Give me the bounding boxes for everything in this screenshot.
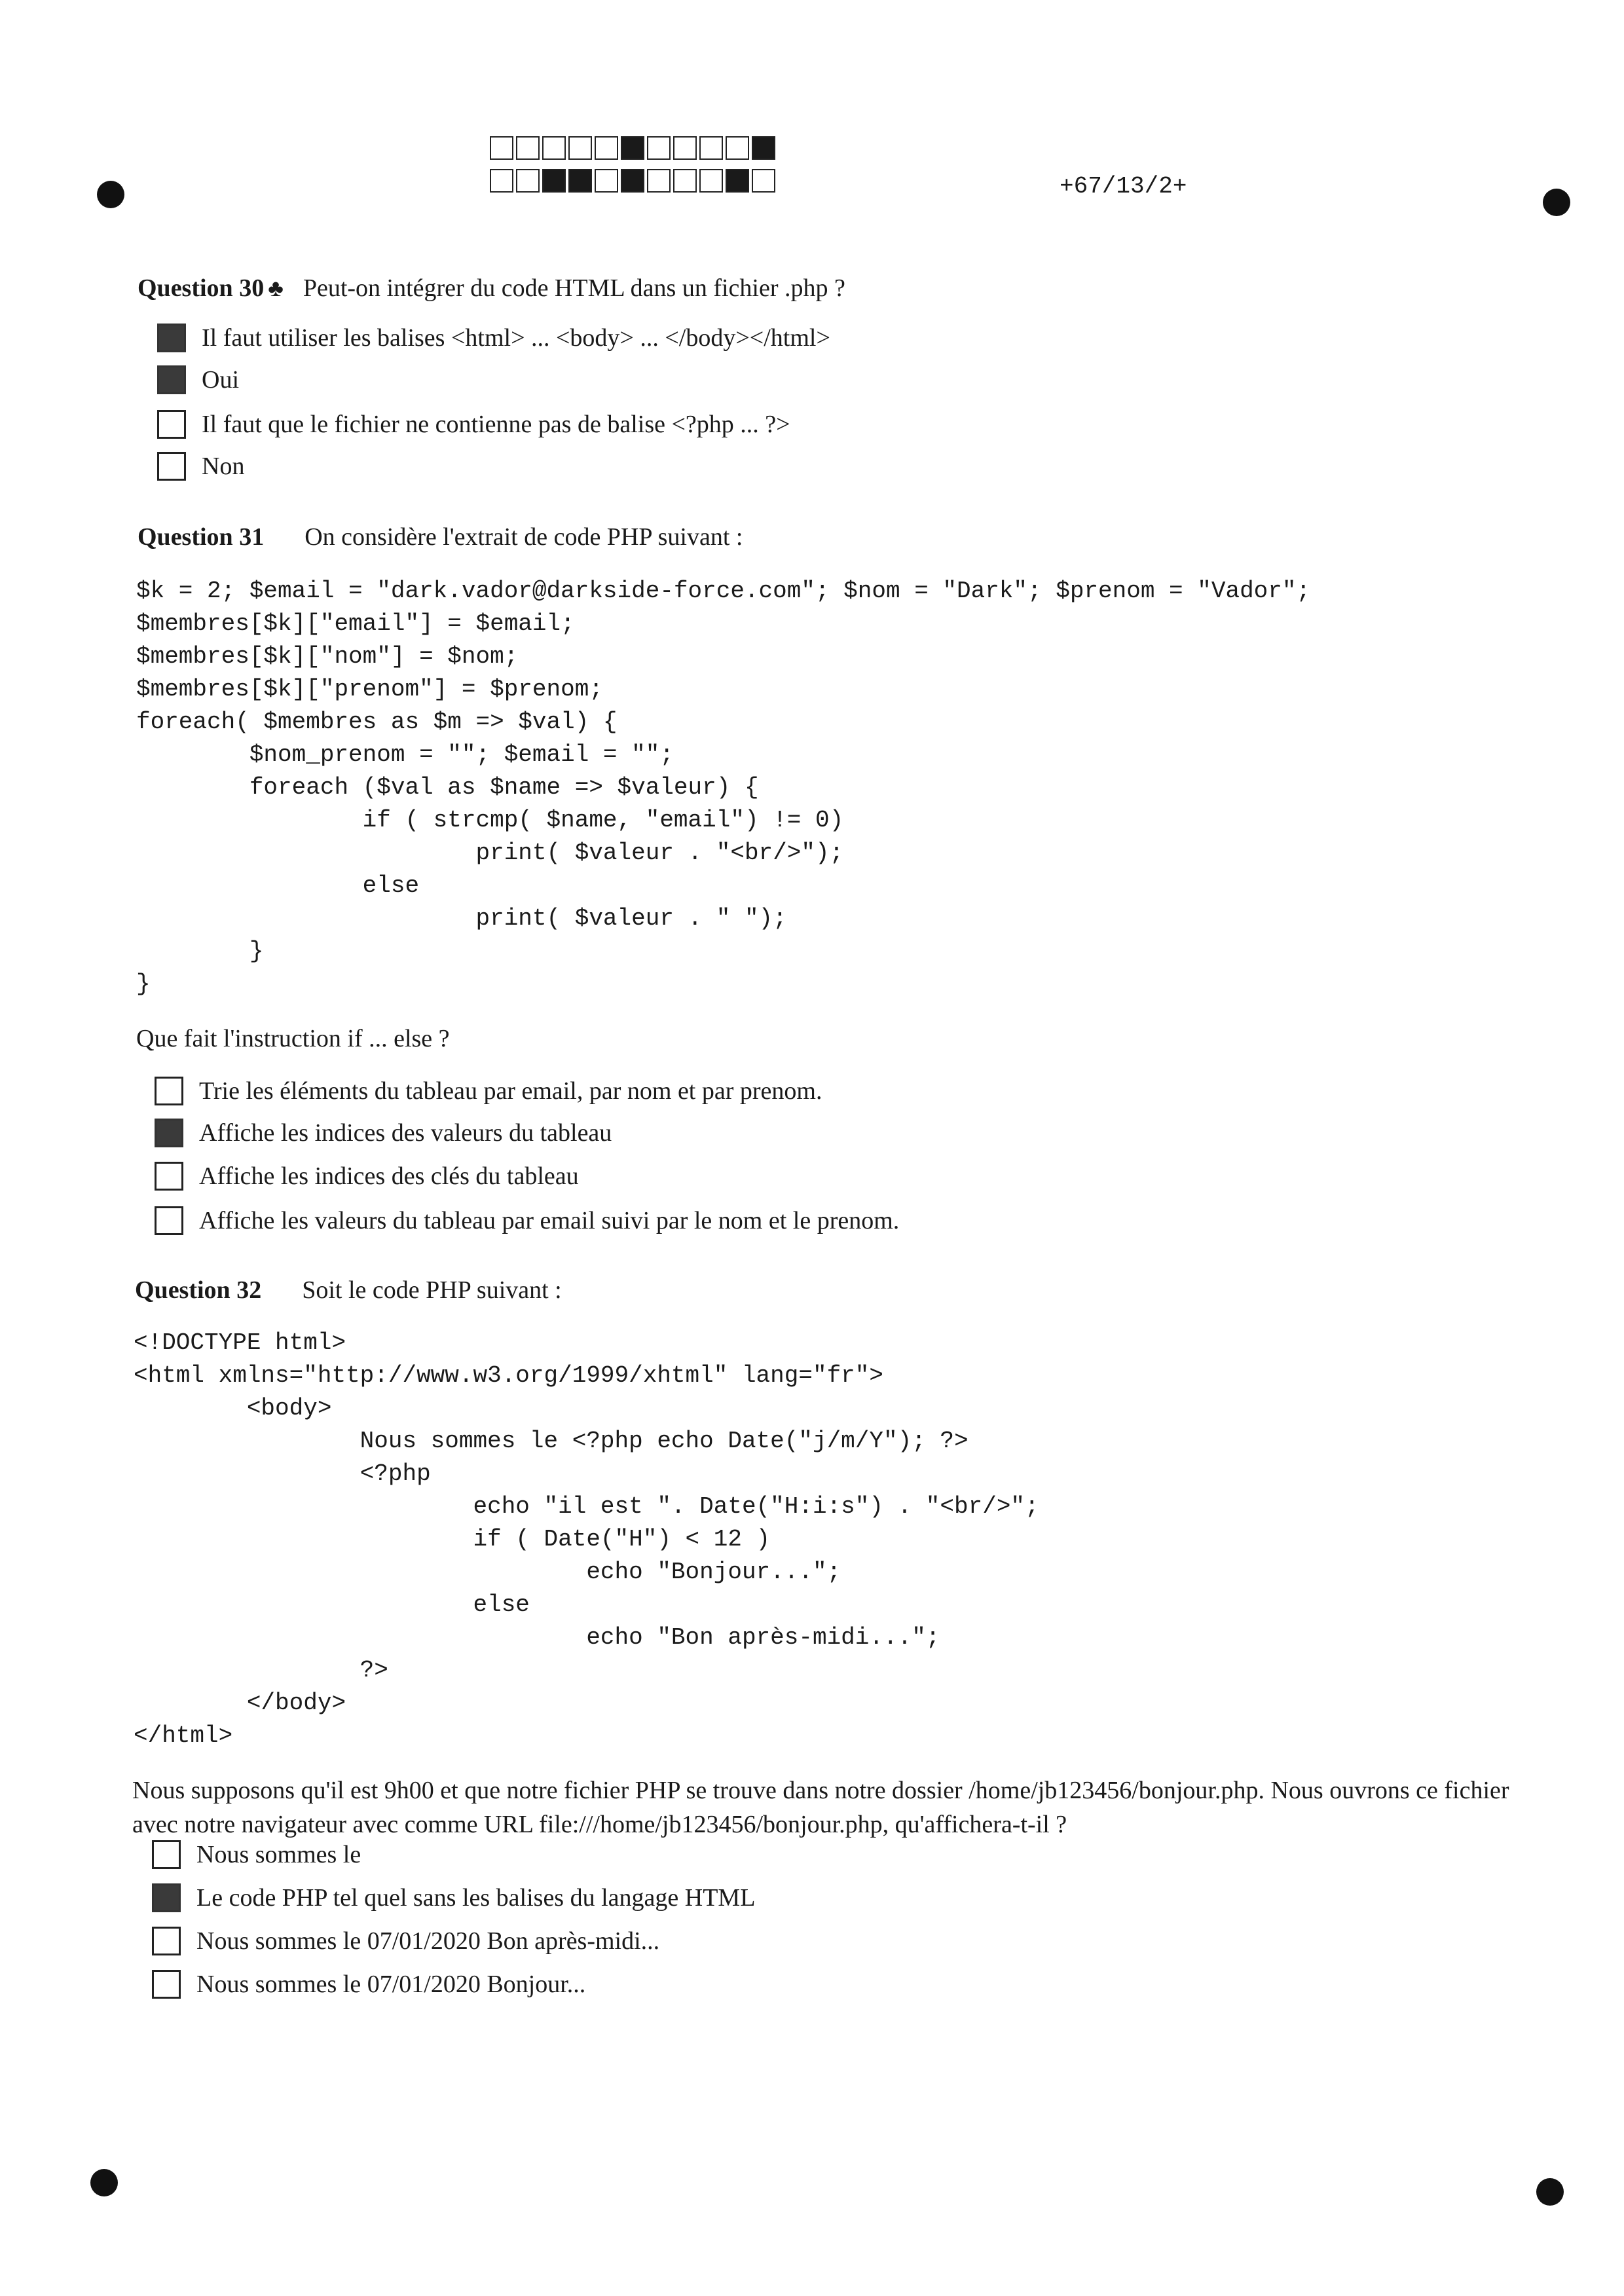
q30-header <box>138 274 845 303</box>
id-box-cell <box>726 169 749 193</box>
checkbox[interactable] <box>157 452 186 481</box>
id-box-cell <box>516 169 540 193</box>
checked-checkbox[interactable] <box>157 324 186 352</box>
id-box-cell <box>568 136 592 160</box>
option-label: Oui <box>202 366 239 394</box>
id-box-cell <box>647 169 671 193</box>
q31-text: On considère l'extrait de code PHP suivant : <box>304 523 743 551</box>
id-box-cell <box>542 136 566 160</box>
option-label: Non <box>202 453 245 480</box>
checkbox[interactable] <box>155 1162 183 1191</box>
option-label: Affiche les indices des valeurs du tableau <box>199 1119 612 1147</box>
page-code: +67/13/2+ <box>1060 173 1187 200</box>
q32-option-1[interactable] <box>152 1840 361 1869</box>
q32-option-2[interactable] <box>152 1883 755 1912</box>
q32-option-4[interactable] <box>152 1970 585 1999</box>
q32-number: Question 32 <box>135 1276 262 1304</box>
option-label: Affiche les indices des clés du tableau <box>199 1162 579 1190</box>
checkbox[interactable] <box>155 1077 183 1105</box>
corner-mark-bottom-right <box>1536 2178 1564 2206</box>
option-label: Nous sommes le <box>196 1841 361 1868</box>
option-label: Il faut que le fichier ne contienne pas de balise <?php ... ?> <box>202 411 790 438</box>
q31-prompt: Que fait l'instruction if ... else ? <box>136 1025 450 1052</box>
id-boxes-row-1 <box>490 136 778 160</box>
corner-mark-top-right <box>1543 189 1570 216</box>
id-box-cell <box>516 136 540 160</box>
q31-option-1[interactable] <box>155 1077 822 1105</box>
checked-checkbox[interactable] <box>157 365 186 394</box>
option-label: Affiche les valeurs du tableau par email suivi par le nom et le prenom. <box>199 1207 900 1234</box>
checkbox[interactable] <box>152 1840 181 1869</box>
id-box-cell <box>490 169 513 193</box>
q31-number: Question 31 <box>138 523 265 551</box>
checked-checkbox[interactable] <box>155 1119 183 1147</box>
option-label: Trie les éléments du tableau par email, par nom et par prenom. <box>199 1077 822 1105</box>
id-box-cell <box>568 169 592 193</box>
q31-header <box>138 523 743 551</box>
id-boxes-row-2 <box>490 169 778 193</box>
q32-prompt: Nous supposons qu'il est 9h00 et que notre fichier PHP se trouve dans notre dossier /home/jb123456/bonjour.php. Nous ouvrons ce fichier avec notre navigateur avec comme URL file:///home/jb123456/bonjour.php, qu'affichera-t-il ? <box>132 1777 1509 1838</box>
checked-checkbox[interactable] <box>152 1883 181 1912</box>
q31-option-3[interactable] <box>155 1162 579 1191</box>
option-label: Nous sommes le 07/01/2020 Bon après-midi... <box>196 1927 660 1955</box>
q30-option-4[interactable] <box>157 452 244 481</box>
q30-text: Peut-on intégrer du code HTML dans un fichier .php ? <box>303 274 845 302</box>
q31-option-4[interactable] <box>155 1206 899 1235</box>
id-box-cell <box>490 136 513 160</box>
q31-option-2[interactable] <box>155 1119 612 1147</box>
id-box-cell <box>726 136 749 160</box>
id-box-cell <box>699 136 723 160</box>
id-box-cell <box>752 169 775 193</box>
corner-mark-bottom-left <box>90 2169 118 2196</box>
option-label: Le code PHP tel quel sans les balises du langage HTML <box>196 1884 756 1912</box>
checkbox[interactable] <box>152 1970 181 1999</box>
id-box-cell <box>621 169 644 193</box>
q30-number: Question 30 <box>138 274 265 302</box>
id-box-cell <box>699 169 723 193</box>
club-icon: ♣ <box>268 275 284 301</box>
q32-text: Soit le code PHP suivant : <box>302 1276 562 1304</box>
id-box-cell <box>595 169 618 193</box>
q32-header <box>135 1276 562 1305</box>
id-box-cell <box>595 136 618 160</box>
q30-option-1[interactable] <box>157 324 830 352</box>
q32-code: <!DOCTYPE html> <html xmlns="http://www.w3.org/1999/xhtml" lang="fr"> <body> Nous sommes le <?php echo Date("j/m/Y"); ?> <?php echo "il est ". Date("H:i:s") . "<br/>"; if ( Date("H") < 12 ) echo "Bonjour..."; else echo "Bon après-midi..."; ?> </body> </html> <box>134 1329 1039 1749</box>
checkbox[interactable] <box>152 1927 181 1955</box>
id-box-cell <box>542 169 566 193</box>
q30-option-2[interactable] <box>157 365 239 394</box>
id-box-cell <box>752 136 775 160</box>
id-box-cell <box>673 169 697 193</box>
q30-option-3[interactable] <box>157 410 790 439</box>
corner-mark-top-left <box>97 181 124 208</box>
option-label: Il faut utiliser les balises <html> ... <body> ... </body></html> <box>202 324 830 352</box>
checkbox[interactable] <box>157 410 186 439</box>
q32-option-3[interactable] <box>152 1927 659 1955</box>
option-label: Nous sommes le 07/01/2020 Bonjour... <box>196 1971 586 1998</box>
id-box-cell <box>647 136 671 160</box>
id-box-cell <box>673 136 697 160</box>
id-box-cell <box>621 136 644 160</box>
checkbox[interactable] <box>155 1206 183 1235</box>
q31-code: $k = 2; $email = "dark.vador@darkside-force.com"; $nom = "Dark"; $prenom = "Vador"; $membres[$k]["email"] = $email; $membres[$k]["nom"] = $nom; $membres[$k]["prenom"] = $prenom; foreach( $membres as $m => $val) { $nom_prenom = ""; $email = ""; foreach ($val as $name => $valeur) { if ( strcmp( $name, "email") != 0) print( $valeur . "<br/>"); else print( $valeur . " "); } } <box>136 578 1311 997</box>
